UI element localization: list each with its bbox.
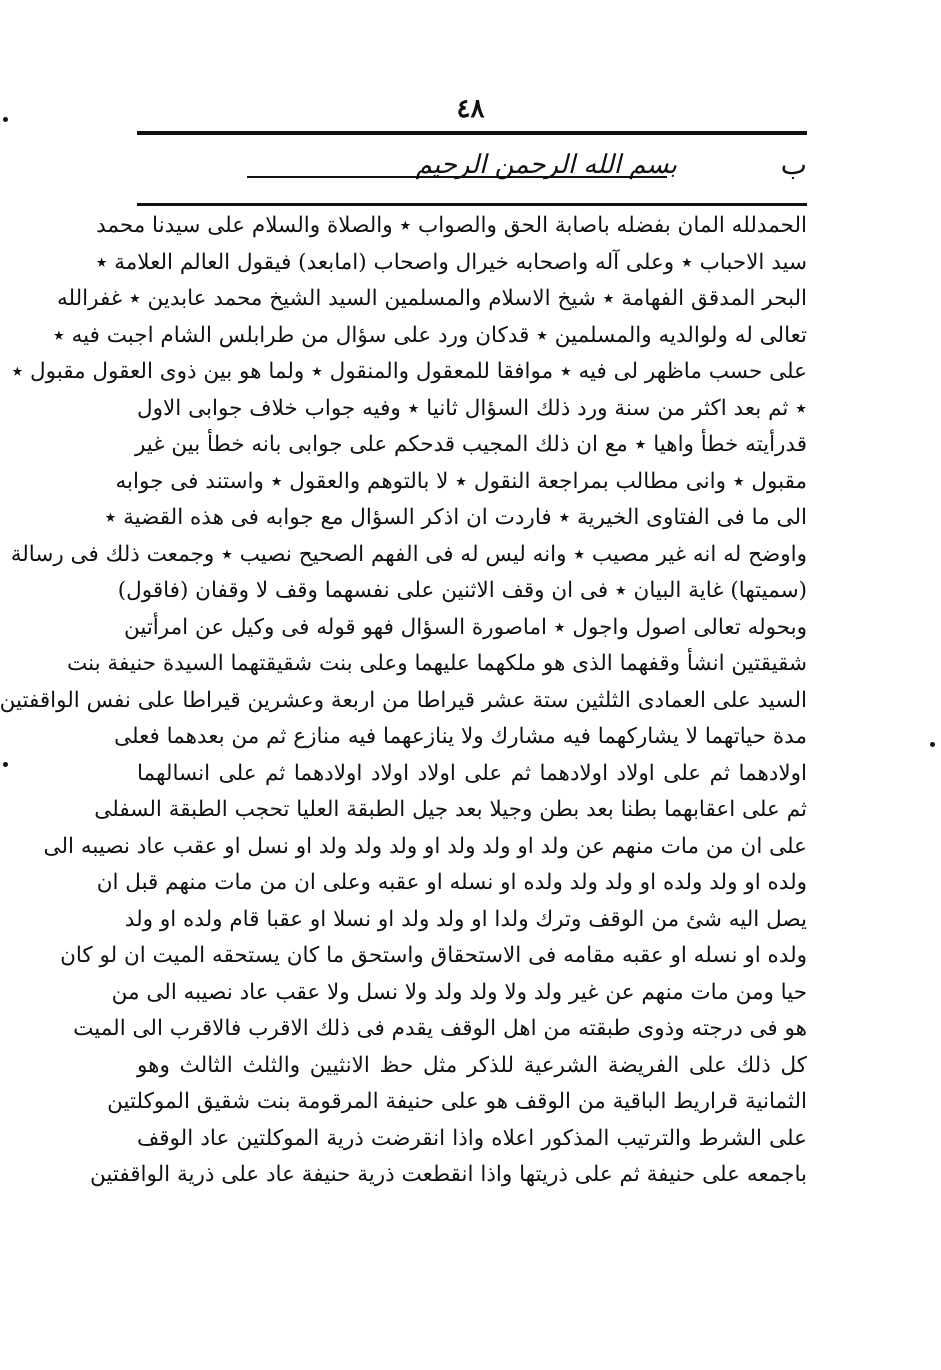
text-line: الثمانية قراريط الباقية من الوقف هو على حنيفة المرقومة بنت شقيق الموكلتين: [107, 1089, 807, 1114]
basmala-letter: ب: [780, 148, 807, 181]
text-line: على الشرط والترتيب المذكور اعلاه واذا انقرضت ذرية الموكلتين عاد الوقف: [137, 1125, 807, 1151]
text-line: مقبول ٭ وانى مطالب بمراجعة النقول ٭ لا بالتوهم والعقول ٭ واستند فى جوابه: [115, 468, 807, 494]
text-line: يصل اليه شئ من الوقف وترك ولدا او ولد ولد او نسلا او عقبا قام ولده او ولد: [124, 906, 807, 932]
text-line: واوضح له انه غير مصيب ٭ وانه ليس له فى الفهم الصحيح نصيب ٭ وجمعت ذلك فى رسالة: [10, 541, 807, 567]
text-line: حيا ومن مات منهم عن غير ولد ولا ولد ولد ولا نسل ولا عقب عاد نصيبه الى من: [111, 979, 807, 1005]
body-text: [0, 208, 807, 1194]
text-line: باجمعه على حنيفة ثم على ذريتها واذا انقطعت ذرية حنيفة عاد على ذرية الواقفتين: [90, 1162, 807, 1187]
text-line: سيد الاحباب ٭ وعلى آله واصحابه خيرال واصحاب (امابعد) فيقول العالم العلامة ٭: [95, 249, 807, 275]
scan-mark: [930, 742, 935, 747]
text-line: الحمدلله المان بفضله باصابة الحق والصواب ٭ والصلاة والسلام على سيدنا محمد: [96, 213, 807, 238]
text-line: ولده او ولد ولده او ولد ولد ولده او نسله او عقبه وعلى ان من مات منهم قبل ان: [96, 870, 807, 895]
text-line: تعالى له ولوالديه والمسلمين ٭ قدكان ورد على سؤال من طرابلس الشام اجبت فيه ٭: [53, 322, 807, 348]
text-line: ٭ ثم بعد اكثر من سنة ورد ذلك السؤال ثانيا ٭ وفيه جواب خلاف جوابى الاول: [137, 395, 807, 421]
text-line: ثم على اعقابهما بطنا بعد بطن وجيلا بعد جيل الطبقة العليا تحجب الطبقة السفلى: [94, 797, 807, 822]
text-line: ولده او نسله او عقبه مقامه فى الاستحقاق واستحق ما كان يستحقه الميت ان لو كان: [60, 943, 807, 968]
text-line: على حسب ماظهر لى فيه ٭ موافقا للمعقول والمنقول ٭ ولما هو بين ذوى العقول مقبول ٭: [11, 359, 807, 384]
basmala-text: بسم الله الرحمن الرحيم: [415, 150, 677, 180]
text-line: البحر المدقق الفهامة ٭ شيخ الاسلام والمسلمين السيد الشيخ محمد عابدين ٭ غفرالله: [56, 286, 807, 311]
text-line: هو فى درجته وذوى طبقته من اهل الوقف يقدم فى ذلك الاقرب فالاقرب الى الميت: [73, 1016, 807, 1041]
page-number: ٤٨: [456, 94, 485, 124]
text-line: الى ما فى الفتاوى الخيرية ٭ فاردت ان اذكر السؤال مع جوابه فى هذه القضية ٭: [104, 505, 807, 530]
basmala-rule: [137, 203, 807, 206]
text-line: (سميتها) غاية البيان ٭ فى ان وقف الاثنين على نفسهما وقف لا وقفان (فاقول): [117, 578, 807, 603]
text-line: مدة حياتهما لا يشاركهما فيه مشارك ولا ينازعهما فيه منازع ثم من بعدهما فعلى: [114, 724, 807, 749]
text-line: شقيقتين انشأ وقفهما الذى هو ملكهما عليهما وعلى بنت شقيقتهما السيدة حنيفة بنت: [67, 651, 807, 676]
text-line: اولادهما ثم على اولاد اولادهما ثم على اولاد اولاد اولادهما ثم على انسالهما: [137, 760, 807, 786]
text-line: على ان من مات منهم عن ولد او ولد ولد او ولد ولد ولد او نسل او عقب عاد نصيبه الى: [43, 833, 807, 859]
text-line: السيد على العمادى الثلثين ستة عشر قيراطا من اربعة وعشرين قيراطا على نفس الواقفتين: [0, 687, 807, 713]
text-line: وبحوله تعالى اصول واجول ٭ اماصورة السؤال فهو قوله فى وكيل عن امرأتين: [123, 614, 807, 640]
scan-mark: [3, 762, 8, 767]
text-line: كل ذلك على الفريضة الشرعية للذكر مثل حظ الانثيين والثلث الثالث وهو: [137, 1052, 807, 1078]
text-line: قدرأيته خطأ واهيا ٭ مع ان ذلك المجيب قدحكم على جوابى بانه خطأ بين غير: [134, 432, 807, 457]
header-rule: [137, 131, 807, 135]
basmala-heading: [137, 142, 807, 194]
